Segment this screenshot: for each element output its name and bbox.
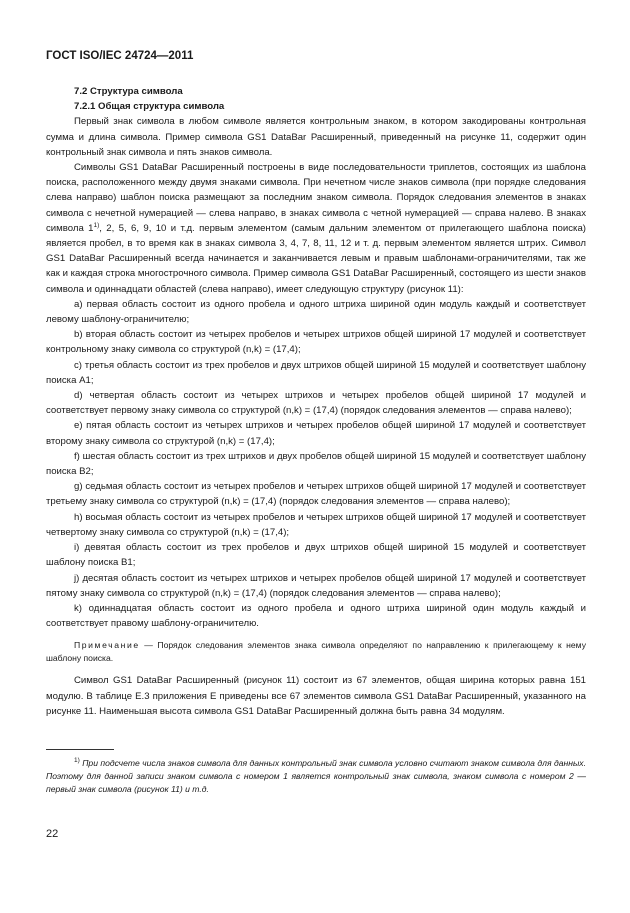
closing-paragraph: Символ GS1 DataBar Расширенный (рисунок 11) состоит из 67 элементов, общая ширина которых равна 151 модулю. В таблице Е.3 приложения Е приведены все 67 элементов символа GS1 DataBar Расширенный, указанного на рисунке 11. Наименьшая высота символа GS1 DataBar Расширенный должна быть равна 34 модулям. [46,675,586,717]
section-heading: 7.2 Структура символа [74,86,183,97]
list-item-h: h) восьмая область состоит из четырех пробелов и четырех штрихов общей шириной 17 модулей и соответствует четвертому знаку символа со структурой (n,k) = (17,4); [46,511,586,538]
note-text: — Порядок следования элементов знака символа определяют по направлению к прилегающему к нему шаблону поиска. [46,640,586,664]
list-item-f: f) шестая область состоит из трех штрихов и двух пробелов общей шириной 15 модулей и соответствует шаблону поиска B2; [46,450,586,478]
main-content [46,84,586,719]
footnote [46,757,586,796]
paragraph-1: Первый знак символа в любом символе является контрольным знаком, в котором закодированы контрольная сумма и длина символа. Пример символа GS1 DataBar Расширенный, приведенный на рисунке 11, содержит один контрольный знак символа и пять знаков символа. [46,116,586,158]
list-item-b: b) вторая область состоит из четырех пробелов и четырех штрихов общей шириной 17 модулей и соответствует контрольному знаку символа со структурой (n,k) = (17,4); [46,329,586,356]
document-header: ГОСТ ISO/IEC 24724—2011 [46,50,194,62]
subsection-heading: 7.2.1 Общая структура символа [74,101,225,113]
list-item-a: а) первая область состоит из одного пробела и одного штриха шириной один модуль каждый и соответствует левому шаблону-ограничителю; [46,298,586,326]
page-number: 22 [46,828,59,840]
list-item-e: е) пятая область состоит из четырех штрихов и четырех пробелов общей шириной 17 модулей и соответствует второму знаку символа со структурой (n,k) = (17,4); [46,420,586,447]
list-item-i: i) девятая область состоит из трех пробелов и двух штрихов общей шириной 15 модулей и соответствует шаблону поиска B1; [46,542,586,569]
note [46,639,586,665]
list-item-d: d) четвертая область состоит из четырех штрихов и четырех пробелов общей шириной 17 модулей и соответствует первому знаку символа со структурой (n,k) = (17,4) (порядок следования элементов — справа налево); [46,390,586,417]
list-item-g: g) седьмая область состоит из четырех пробелов и четырех штрихов общей шириной 17 модулей и соответствует третьему знаку символа со структурой (n,k) = (17,4) (порядок следования элементов — справа налево); [46,481,586,508]
paragraph-2-part-a: Символы GS1 DataBar Расширенный построены в виде последовательности триплетов, состоящих из шаблона поиска, расположенного между двумя знаками символа. При нечетном числе знаков символа (при порядке следования слева направо) шаблон поиска размещают за последним знаком символа. Порядок следования элементов в знаках символа с нечетной нумерацией — слева направо, в знаках символа с четной нумерацией — справа налево. В знаках символа 1 [46,162,586,234]
footnote-divider [46,749,114,750]
list-item-k: k) одиннадцатая область состоит из одного пробела и одного штриха шириной один модуль каждый и соответствует правому шаблону-ограничителю. [46,602,586,630]
list-item-j: j) десятая область состоит из четырех штрихов и четырех пробелов общей шириной 17 модулей и соответствует пятому знаку символа со структурой (n,k) = (17,4) (порядок следования элементов — справа налево); [46,572,586,599]
note-label: Примечание [74,640,140,651]
footnote-ref: 1) [93,221,100,229]
paragraph-2-part-b: , 2, 5, 6, 9, 10 и т.д. первым элементом (самым дальним элементом от прилегающего шаблона поиска) является пробел, в то время как в знаках символа 3, 4, 7, 8, 11, 12 и т. д. первым элементом является штрих. Символ GS1 DataBar Расширенный всегда начинается и заканчивается левым и правым шаблонами-ограничителями, так же как и каждая строка многострочного символа. Пример символа GS1 DataBar Расширенный, состоящего из шести знаков символа и одиннадцати областей (слева направо), имеет следующую структуру (рисунок 11): [46,222,586,295]
list-item-c: с) третья область состоит из трех пробелов и двух штрихов общей шириной 15 модулей и соответствует шаблону поиска A1; [46,359,586,386]
footnote-text: При подсчете числа знаков символа для данных контрольный знак символа условно считают знаком символа для данных. Поэтому для данной записи знаком символа с номером 1 является контрольный знак символа, знаком символа с номером 2 — первый знак символа (рисунок 11) и т.д. [46,758,586,794]
footnote-marker: 1) [74,757,80,765]
paragraph-2 [46,160,586,297]
